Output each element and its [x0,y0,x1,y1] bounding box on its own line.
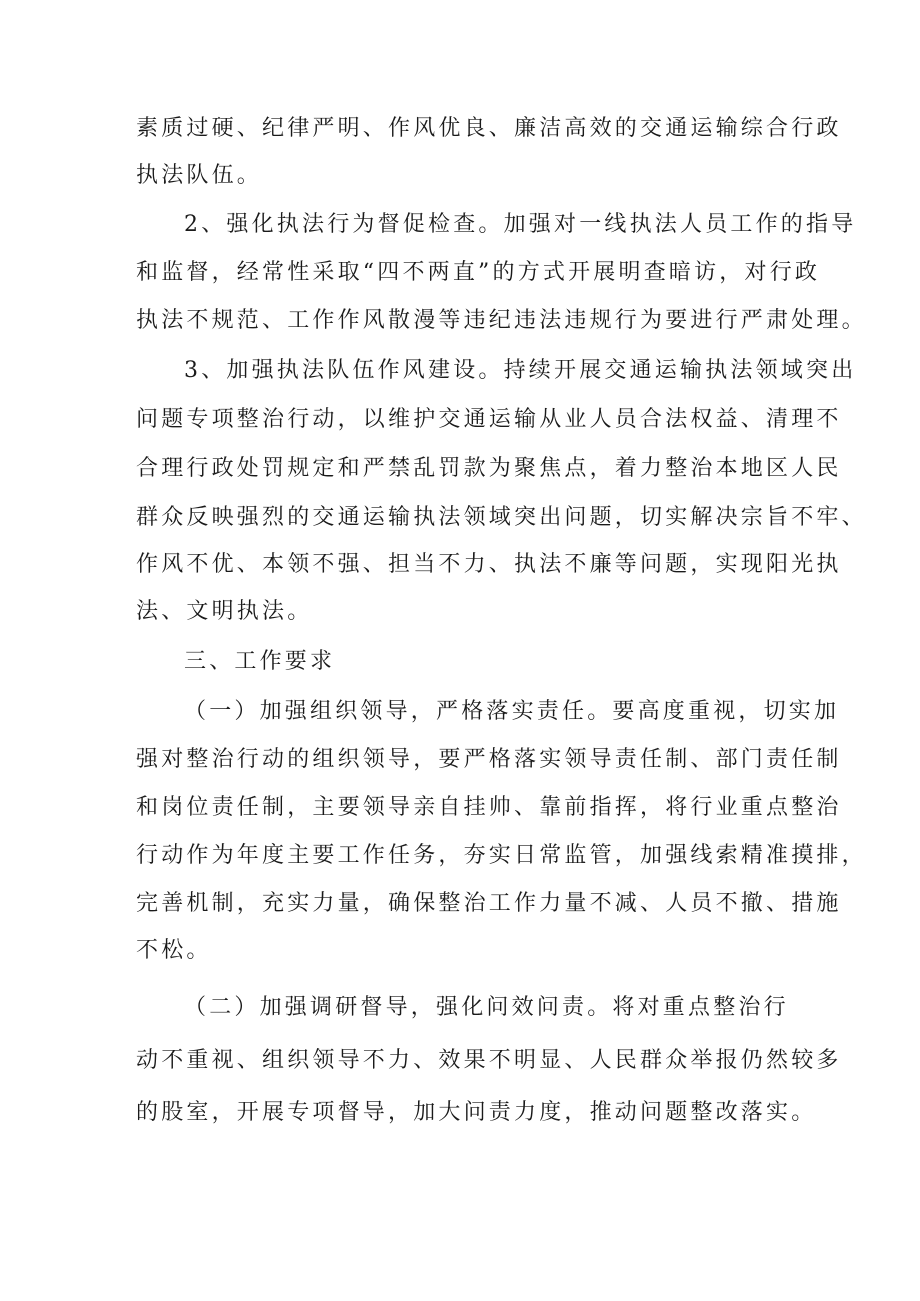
text-line: 执法队伍。 [136,163,263,188]
text-line: 不松。 [136,938,212,963]
text-line: 素质过硬、纪律严明、作风优良、廉洁高效的交通运输综合行政 [136,116,842,141]
text-line: 完善机制，充实力量，确保整治工作力量不减、人员不撤、措施 [136,891,842,916]
text-line: 和岗位责任制，主要领导亲自挂帅、靠前指挥，将行业重点整治 [136,795,842,820]
text-line: 执法不规范、工作作风散漫等违纪违法违规行为要进行严肃处理。 [136,308,867,333]
text-line: 合理行政处罚规定和严禁乱罚款为聚焦点，着力整治本地区人民 [136,456,842,481]
text-line: 的股室，开展专项督导，加大问责力度，推动问题整改落实。 [136,1100,817,1125]
text-line: 行动作为年度主要工作任务，夯实日常监管，加强线索精准摸排， [136,843,867,868]
text-line: 群众反映强烈的交通运输执法领域突出问题，切实解决宗旨不牢、 [136,505,867,530]
text-line: 和监督，经常性采取“四不两直”的方式开展明查暗访，对行政 [136,260,821,285]
text-line: 问题专项整治行动，以维护交通运输从业人员合法权益、清理不 [136,407,842,432]
text-line: （二）加强调研督导，强化问效问责。将对重点整治行 [184,995,789,1020]
text-line: 3、加强执法队伍作风建设。持续开展交通运输执法领域突出 [184,358,857,383]
text-line: 动不重视、组织领导不力、效果不明显、人民群众举报仍然较多 [136,1048,842,1073]
text-line: 2、强化执法行为督促检查。加强对一线执法人员工作的指导 [184,212,857,237]
text-line: 法、文明执法。 [136,599,313,624]
text-line: （一）加强组织领导，严格落实责任。要高度重视，切实加 [184,699,840,724]
text-line: 强对整治行动的组织领导，要严格落实领导责任制、部门责任制 [136,747,842,772]
section-heading: 三、工作要求 [184,649,336,674]
text-line: 作风不优、本领不强、担当不力、执法不廉等问题，实现阳光执 [136,552,842,577]
